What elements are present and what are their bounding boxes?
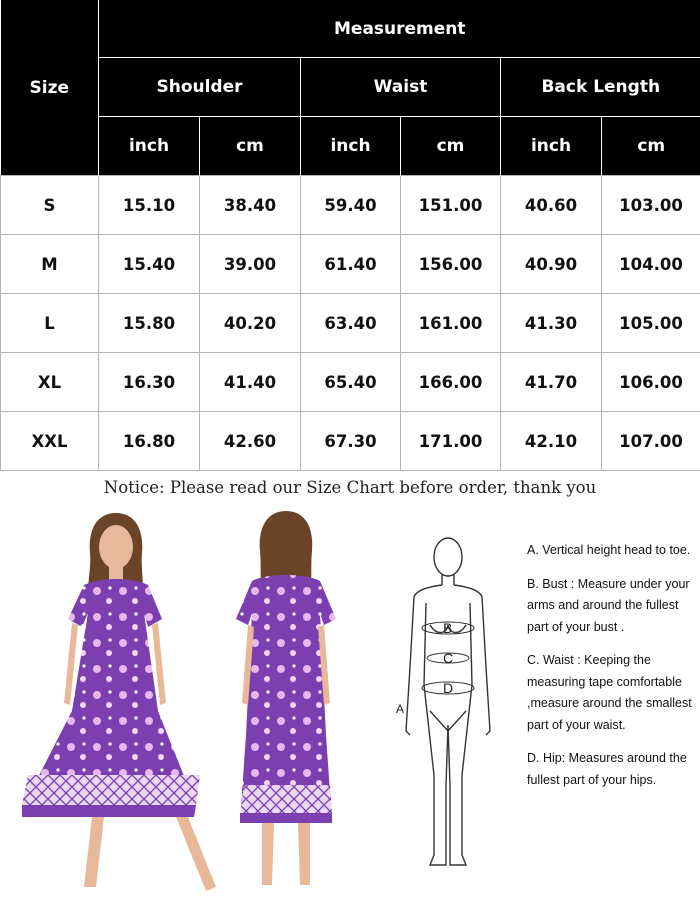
table-cell: 166.00 <box>401 353 501 412</box>
diagram-label-d: D <box>443 680 454 696</box>
size-cell: M <box>1 235 99 294</box>
size-cell: XL <box>1 353 99 412</box>
size-header: Size <box>1 0 99 176</box>
table-cell: 171.00 <box>401 412 501 471</box>
size-cell: XXL <box>1 412 99 471</box>
table-cell: 103.00 <box>602 176 700 235</box>
table-cell: 38.40 <box>200 176 301 235</box>
table-cell: 151.00 <box>401 176 501 235</box>
table-cell: 59.40 <box>301 176 401 235</box>
table-row <box>1 235 700 294</box>
back-length-header: Back Length <box>501 58 700 117</box>
shoulder-header: Shoulder <box>99 58 301 117</box>
size-cell: S <box>1 176 99 235</box>
model-back-image <box>222 505 352 905</box>
body-measurement-diagram <box>390 535 520 905</box>
table-cell: 15.80 <box>99 294 200 353</box>
instruction-waist: C. Waist : Keeping the measuring tape comfortable ,measure around the smallest part of your waist. <box>527 653 692 732</box>
instruction-bust: B. Bust : Measure under your arms and around the fullest part of your bust . <box>527 576 690 634</box>
table-row <box>1 176 700 235</box>
unit-header: inch <box>501 117 602 176</box>
diagram-label-b: B <box>443 620 453 636</box>
table-cell: 65.40 <box>301 353 401 412</box>
table-row <box>1 412 700 471</box>
table-row <box>1 353 700 412</box>
unit-header: cm <box>401 117 501 176</box>
table-cell: 15.10 <box>99 176 200 235</box>
size-chart-notice: Notice: Please read our Size Chart before order, thank you <box>103 478 597 497</box>
table-cell: 106.00 <box>602 353 700 412</box>
unit-header: cm <box>602 117 700 176</box>
table-cell: 63.40 <box>301 294 401 353</box>
size-cell: L <box>1 294 99 353</box>
table-row <box>1 294 700 353</box>
table-cell: 161.00 <box>401 294 501 353</box>
table-cell: 39.00 <box>200 235 301 294</box>
table-cell: 67.30 <box>301 412 401 471</box>
table-cell: 107.00 <box>602 412 700 471</box>
unit-header: cm <box>200 117 301 176</box>
table-cell: 40.60 <box>501 176 602 235</box>
table-cell: 16.30 <box>99 353 200 412</box>
table-cell: 105.00 <box>602 294 700 353</box>
measurement-instructions <box>527 540 697 803</box>
instruction-hip: D. Hip: Measures around the fullest part of your hips. <box>527 751 687 787</box>
table-cell: 41.40 <box>200 353 301 412</box>
table-cell: 40.20 <box>200 294 301 353</box>
instruction-height: A. Vertical height head to toe. <box>527 543 691 557</box>
table-cell: 16.80 <box>99 412 200 471</box>
table-cell: 41.30 <box>501 294 602 353</box>
table-cell: 42.60 <box>200 412 301 471</box>
diagram-label-a: A <box>396 702 405 716</box>
model-front-image <box>12 505 217 905</box>
diagram-label-c: C <box>443 650 454 666</box>
unit-header: inch <box>99 117 200 176</box>
unit-header: inch <box>301 117 401 176</box>
table-cell: 61.40 <box>301 235 401 294</box>
table-cell: 41.70 <box>501 353 602 412</box>
measurement-header: Measurement <box>99 0 700 58</box>
table-cell: 42.10 <box>501 412 602 471</box>
table-cell: 156.00 <box>401 235 501 294</box>
waist-header: Waist <box>301 58 501 117</box>
table-cell: 104.00 <box>602 235 700 294</box>
table-cell: 40.90 <box>501 235 602 294</box>
table-cell: 15.40 <box>99 235 200 294</box>
